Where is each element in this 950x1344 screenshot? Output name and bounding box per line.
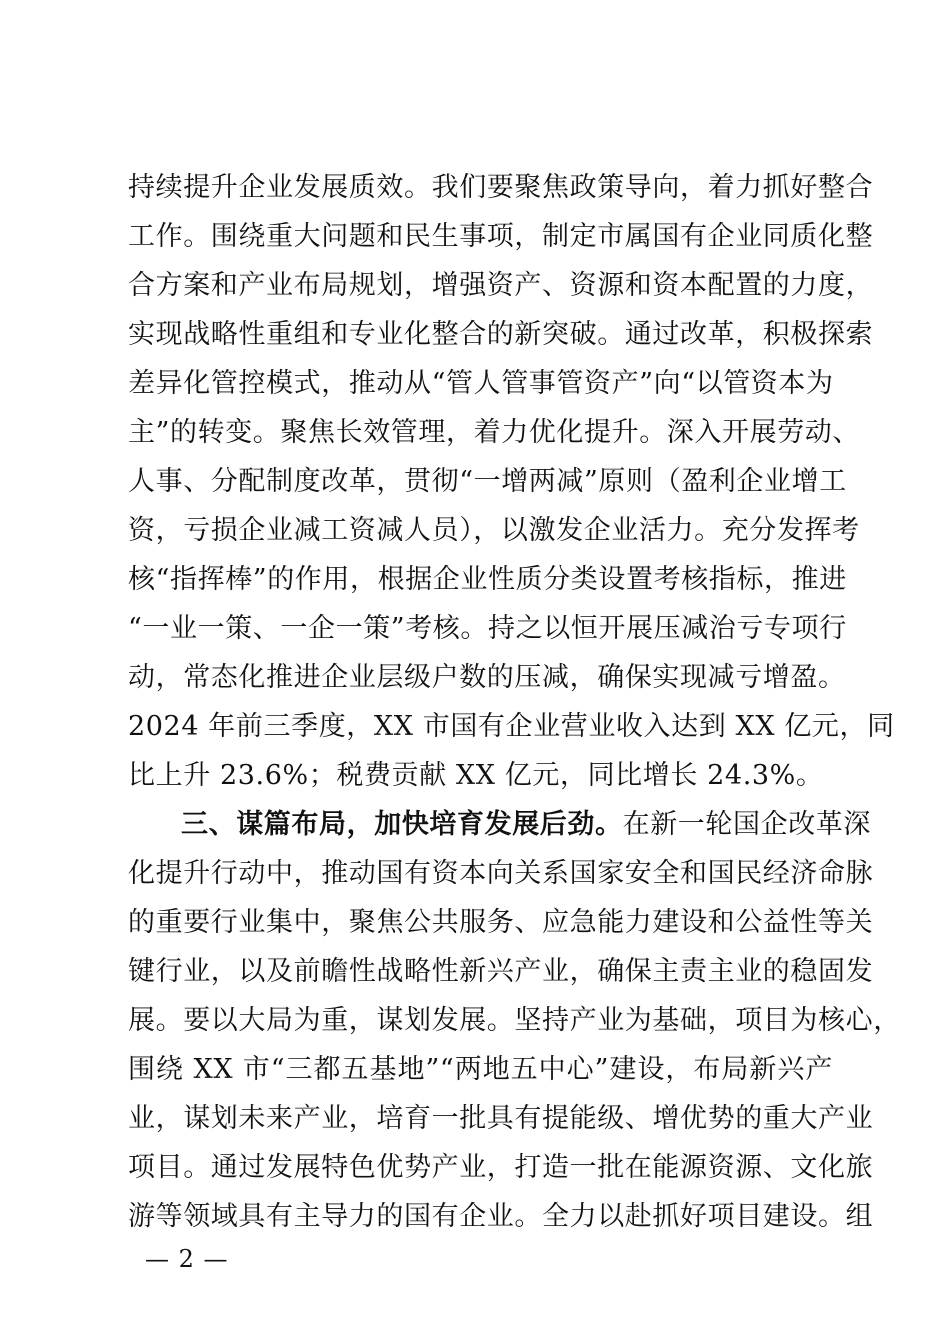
paragraph-line: 业，谋划未来产业，培育一批具有提能级、增优势的重大产业 — [128, 1103, 874, 1134]
section-heading-rest: 在新一轮国企改革深 — [622, 809, 872, 840]
paragraph-line: 游等领域具有主导力的国有企业。全力以赴抓好项目建设。组 — [128, 1201, 874, 1232]
paragraph-line: 围绕 XX 市“三都五基地”“两地五中心”建设，布局新兴产 — [128, 1054, 833, 1085]
paragraph-line: 合方案和产业布局规划，增强资产、资源和资本配置的力度， — [128, 270, 874, 301]
paragraph-line: “一业一策、一企一策”考核。持之以恒开展压减治亏专项行 — [128, 613, 847, 644]
paragraph-line: 持续提升企业发展质效。我们要聚焦政策导向，着力抓好整合 — [128, 172, 874, 203]
paragraph-line: 人事、分配制度改革，贯彻“一增两减”原则（盈利企业增工 — [128, 466, 847, 497]
paragraph-line: 实现战略性重组和专业化整合的新突破。通过改革，积极探索 — [128, 319, 874, 350]
paragraph-line: 资，亏损企业减工资减人员），以激发企业活力。充分发挥考 — [128, 515, 860, 546]
paragraph-line: 项目。通过发展特色优势产业，打造一批在能源资源、文化旅 — [128, 1152, 874, 1183]
paragraph-line: 动，常态化推进企业层级户数的压减，确保实现减亏增盈。 — [128, 662, 846, 693]
paragraph-line: 的重要行业集中，聚焦公共服务、应急能力建设和公益性等关 — [128, 907, 874, 938]
paragraph-line: 核“指挥棒”的作用，根据企业性质分类设置考核指标，推进 — [128, 564, 847, 595]
section-heading-line — [181, 807, 872, 843]
paragraph-line: 主”的转变。聚焦长效管理，着力优化提升。深入开展劳动、 — [128, 417, 861, 448]
paragraph-line: 2024 年前三季度，XX 市国有企业营业收入达到 XX 亿元，同 — [128, 711, 895, 742]
page-number: — 2 — — [145, 1245, 229, 1273]
paragraph-line: 差异化管控模式，推动从“管人管事管资产”向“以管资本为 — [128, 368, 834, 399]
paragraph-line: 工作。围绕重大问题和民生事项，制定市属国有企业同质化整 — [128, 221, 874, 252]
section-heading: 三、谋篇布局，加快培育发展后劲。 — [181, 809, 623, 840]
paragraph-line: 化提升行动中，推动国有资本向关系国家安全和国民经济命脉 — [128, 858, 874, 889]
paragraph-line: 键行业，以及前瞻性战略性新兴产业，确保主责主业的稳固发 — [128, 956, 874, 987]
paragraph-line: 展。要以大局为重，谋划发展。坚持产业为基础，项目为核心， — [128, 1005, 901, 1036]
paragraph-line: 比上升 23.6%；税费贡献 XX 亿元，同比增长 24.3%。 — [128, 760, 824, 791]
